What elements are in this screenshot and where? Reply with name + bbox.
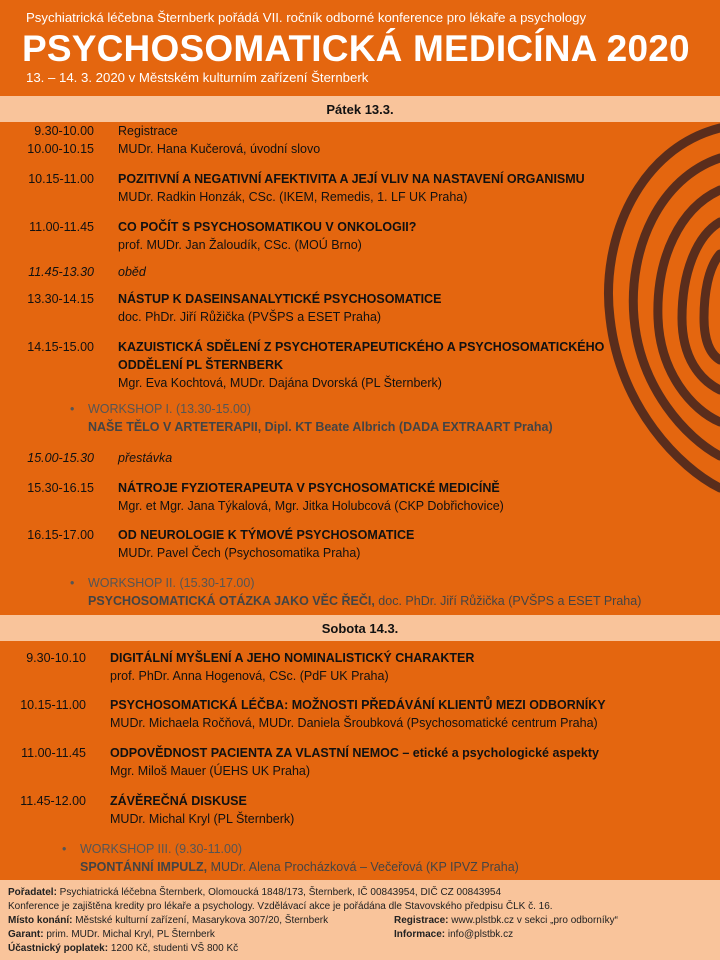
workshop-title-bold: SPONTÁNNÍ IMPULZ, [80,860,208,874]
item-time: 10.15-11.00 [28,172,94,186]
item-title: ZÁVĚREČNÁ DISKUSE [110,794,247,808]
item-time: 9.30-10.10 [26,651,86,665]
footer-guarantor-value: prim. MUDr. Michal Kryl, PL Šternberk [43,929,215,940]
item-time: 9.30-10.00 [34,124,94,138]
item-speaker: Mgr. Eva Kochtová, MUDr. Dajána Dvorská (PL Šternberk) [118,376,442,390]
workshop-title-bold: PSYCHOSOMATICKÁ OTÁZKA JAKO VĚC ŘEČI, [88,594,375,608]
workshop-speaker: doc. PhDr. Jiří Růžička (PVŠPS a ESET Praha) [374,594,642,608]
item-title: KAZUISTICKÁ SDĚLENÍ Z PSYCHOTERAPEUTICKÉHO A PSYCHOSOMATICKÉHO [118,340,605,354]
item-title: OD NEUROLOGIE K TÝMOVÉ PSYCHOSOMATICE [118,528,415,542]
item-speaker: Mgr. Miloš Mauer (ÚEHS UK Praha) [110,764,311,778]
item-title: PSYCHOSOMATICKÁ LÉČBA: MOŽNOSTI PŘEDÁVÁNÍ KLIENTŮ MEZI ODBORNÍKY [110,698,606,712]
footer-organizer-label: Pořadatel: [8,887,57,898]
item-time: 11.00-11.45 [21,746,86,760]
footer-fee-label: Účastnický poplatek: [8,943,109,954]
footer-registration-value: www.plstbk.cz v sekci „pro odborníky“ [448,915,618,926]
workshop-label: WORKSHOP I. (13.30-15.00) [88,402,252,416]
footer-organizer [8,886,501,900]
item-time: 11.45-12.00 [20,794,86,808]
footer-venue [8,914,328,928]
footer-info-value: info@plstbk.cz [445,929,514,940]
footer-venue-label: Místo konání: [8,915,73,926]
poster-title: PSYCHOSOMATICKÁ MEDICÍNA 2020 [22,28,690,69]
footer-fee [8,942,238,956]
conference-dates: 13. – 14. 3. 2020 v Městském kulturním zařízení Šternberk [26,70,369,85]
item-time: 15.00-15.30 [27,451,94,465]
item-text: Registrace [118,124,178,138]
item-speaker: Mgr. et Mgr. Jana Týkalová, Mgr. Jitka Holubcová (CKP Dobřichovice) [118,499,504,513]
footer-credits: Konference je zajištěna kredity pro lékaře a psychology. Vzdělávací akce je pořádána dle Stavovského předpisu ČLK č. 16. [8,901,553,912]
item-speaker: MUDr. Radkin Honzák, CSc. (IKEM, Remedis, 1. LF UK Praha) [118,190,468,204]
item-time: 14.15-15.00 [27,340,94,354]
item-speaker: prof. MUDr. Jan Žaloudík, CSc. (MOÚ Brno) [118,238,362,252]
footer-venue-value: Městské kulturní zařízení, Masarykova 307/20, Šternberk [72,915,329,926]
spiral-decoration [600,118,720,498]
workshop-title [80,859,519,876]
item-speaker: doc. PhDr. Jiří Růžička (PVŠPS a ESET Praha) [118,310,382,324]
item-speaker: MUDr. Pavel Čech (Psychosomatika Praha) [118,546,361,560]
item-title: NÁTROJE FYZIOTERAPEUTA V PSYCHOSOMATICKÉ MEDICÍNĚ [118,481,500,495]
item-text: přestávka [118,451,173,465]
footer-info [394,928,513,942]
workshop-label: WORKSHOP II. (15.30-17.00) [88,576,255,590]
day-band-saturday: Sobota 14.3. [0,615,720,641]
workshop-label: WORKSHOP III. (9.30-11.00) [80,842,243,856]
item-time: 10.00-10.15 [27,142,94,156]
item-time: 11.00-11.45 [29,220,94,234]
footer-registration [394,914,618,928]
footer-guarantor-label: Garant: [8,929,44,940]
bullet-icon: • [62,842,67,856]
item-text: MUDr. Hana Kučerová, úvodní slovo [118,142,321,156]
item-speaker: MUDr. Michaela Ročňová, MUDr. Daniela Šroubková (Psychosomatické centrum Praha) [110,716,598,730]
item-time: 13.30-14.15 [27,292,94,306]
day-band-friday: Pátek 13.3. [0,96,720,122]
footer-fee-value: 1200 Kč, studenti VŠ 800 Kč [108,943,239,954]
item-title: NÁSTUP K DASEINSANALYTICKÉ PSYCHOSOMATICE [118,292,442,306]
bullet-icon: • [70,402,75,416]
poster-header [0,0,720,94]
item-time: 16.15-17.00 [27,528,94,542]
item-title: POZITIVNÍ A NEGATIVNÍ AFEKTIVITA A JEJÍ VLIV NA NASTAVENÍ ORGANISMU [118,172,585,186]
workshop-title: NAŠE TĚLO V ARTETERAPII, Dipl. KT Beate Albrich (DADA EXTRAART Praha) [88,420,553,434]
footer-guarantor [8,928,215,942]
item-title: CO POČÍT S PSYCHOSOMATIKOU V ONKOLOGII? [118,220,417,234]
item-title: ODPOVĚDNOST PACIENTA ZA VLASTNÍ NEMOC – etické a psychologické aspekty [110,746,600,760]
footer-registration-label: Registrace: [394,915,449,926]
item-time: 10.15-11.00 [20,698,86,712]
bullet-icon: • [70,576,75,590]
item-title: DIGITÁLNÍ MYŠLENÍ A JEHO NOMINALISTICKÝ CHARAKTER [110,651,475,665]
item-text: oběd [118,265,146,279]
poster-footer [0,880,720,960]
workshop-title [88,593,641,610]
workshop-speaker: MUDr. Alena Procházková – Večeřová (KP IPVZ Praha) [207,860,519,874]
item-speaker: prof. PhDr. Anna Hogenová, CSc. (PdF UK Praha) [110,669,389,683]
item-time: 11.45-13.30 [28,265,94,279]
item-speaker: MUDr. Michal Kryl (PL Šternberk) [110,812,295,826]
organizer-announcement: Psychiatrická léčebna Šternberk pořádá VII. ročník odborné konference pro lékaře a psychology [26,10,587,25]
item-title-continued: ODDĚLENÍ PL ŠTERNBERK [118,358,284,372]
item-time: 15.30-16.15 [27,481,94,495]
footer-info-label: Informace: [394,929,446,940]
footer-organizer-value: Psychiatrická léčebna Šternberk, Olomoucká 1848/173, Šternberk, IČ 00843954, DIČ CZ 00843954 [56,887,502,898]
